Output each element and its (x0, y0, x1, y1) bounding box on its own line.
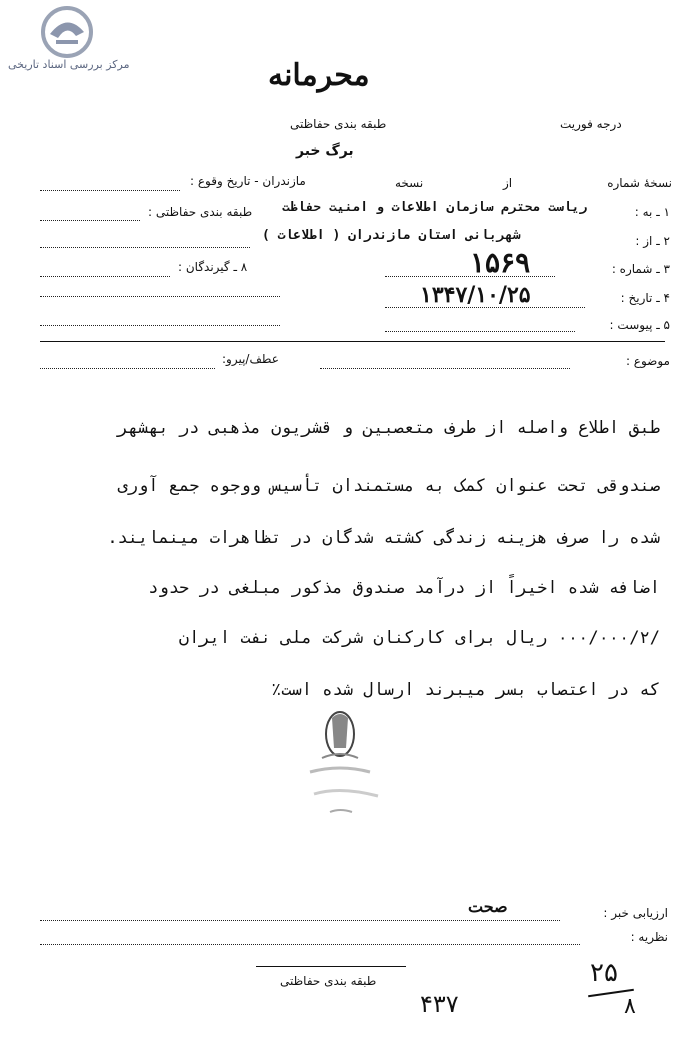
emblem-icon (300, 706, 380, 826)
emblem-stamp (300, 706, 380, 826)
attachment-label: ۵ ـ پیوست : (609, 318, 670, 332)
date-value: ۱۳۴۷/۱۰/۲۵ (420, 282, 531, 308)
reference-dotted-line (40, 368, 215, 369)
archive-watermark-text: مرکز بررسی اسناد تاریخی (8, 58, 130, 71)
to-value: ریاست محترم سازمان اطلاعات و امنیت حفاظت (282, 200, 588, 215)
classification-footer: طبقه بندی حفاظتی (280, 974, 377, 988)
evaluation-label: ارزیابی خبر : (603, 906, 668, 920)
evaluation-value: صحت (468, 897, 508, 916)
from-label: ۲ ـ از : (635, 234, 670, 248)
copy-number-label: نسخهٔ شماره (607, 176, 672, 190)
body-line-5: /۰۰۰/۰۰۰/۲ ریال برای کارکنان شرکت ملی نفت ایران (178, 628, 660, 648)
body-line-2: صندوقی تحت عنوان کمک به مستمندان تأسیس ووجوه جمع آوری (117, 476, 660, 496)
recipients-line-3 (40, 325, 280, 326)
to-dotted-line (40, 220, 140, 221)
body-line-6: که در اعتصاب بسر میبرند ارسال شده است٪ (271, 680, 660, 700)
number-dotted-line (385, 276, 555, 277)
attachment-dotted-line (385, 331, 575, 332)
date-dotted-line (385, 307, 585, 308)
urgency-label: درجه فوریت (560, 117, 622, 131)
footer-separator (256, 966, 406, 967)
number-label: ۳ ـ شماره : (611, 262, 670, 276)
body-line-4: اضافه شده اخیراً از درآمد صندوق مذکور مبلغی در حدود (148, 578, 660, 598)
date-label: ۴ ـ تاریخ : (620, 291, 670, 305)
classification-tail: طبقه بندی حفاظتی : (148, 205, 253, 219)
copy-of-label: از (503, 176, 513, 190)
reference-label: عطف/پیرو: (222, 352, 279, 366)
recipients-dotted-line (40, 276, 170, 277)
recipients-label: ۸ ـ گیرندگان : (178, 260, 248, 274)
opinion-label: نظریه : (630, 930, 668, 944)
number-value: ۱۵۶۹ (470, 246, 531, 279)
body-line-1: طبق اطلاع واصله از طرف متعصبین و قشریون مذهبی در بهشهر (117, 418, 660, 438)
copy-word-label: نسخه (395, 176, 424, 190)
archive-logo-icon (38, 6, 96, 58)
subject-label: موضوع : (625, 354, 670, 368)
header-separator (40, 341, 665, 342)
from-dotted-line (40, 247, 250, 248)
archive-logo (38, 6, 96, 58)
subject-dotted-line (320, 368, 570, 369)
recipients-line-2 (40, 296, 280, 297)
opinion-dotted-line (40, 944, 580, 945)
doc-type: برگ خبر (296, 143, 354, 159)
confidential-stamp: محرمانه (268, 58, 370, 93)
origin-place: مازندران - تاریخ وقوع : (190, 174, 306, 188)
to-label: ۱ ـ به : (634, 205, 670, 219)
page-subnumber: ۸ (624, 994, 636, 1019)
from-value: شهربانی استان مازندران ( اطلاعات ) (262, 228, 521, 243)
classification-header: طبقه بندی حفاظتی (290, 117, 387, 131)
page-number: ۲۵ (590, 958, 618, 988)
body-line-3: شده را صرف هزینه زندگی کشته شدگان در تظاهرات مینمایند. (107, 528, 660, 548)
evaluation-dotted-line (40, 920, 560, 921)
origin-dotted-line (40, 190, 180, 191)
handwritten-reference: ۴۳۷ (420, 990, 459, 1018)
